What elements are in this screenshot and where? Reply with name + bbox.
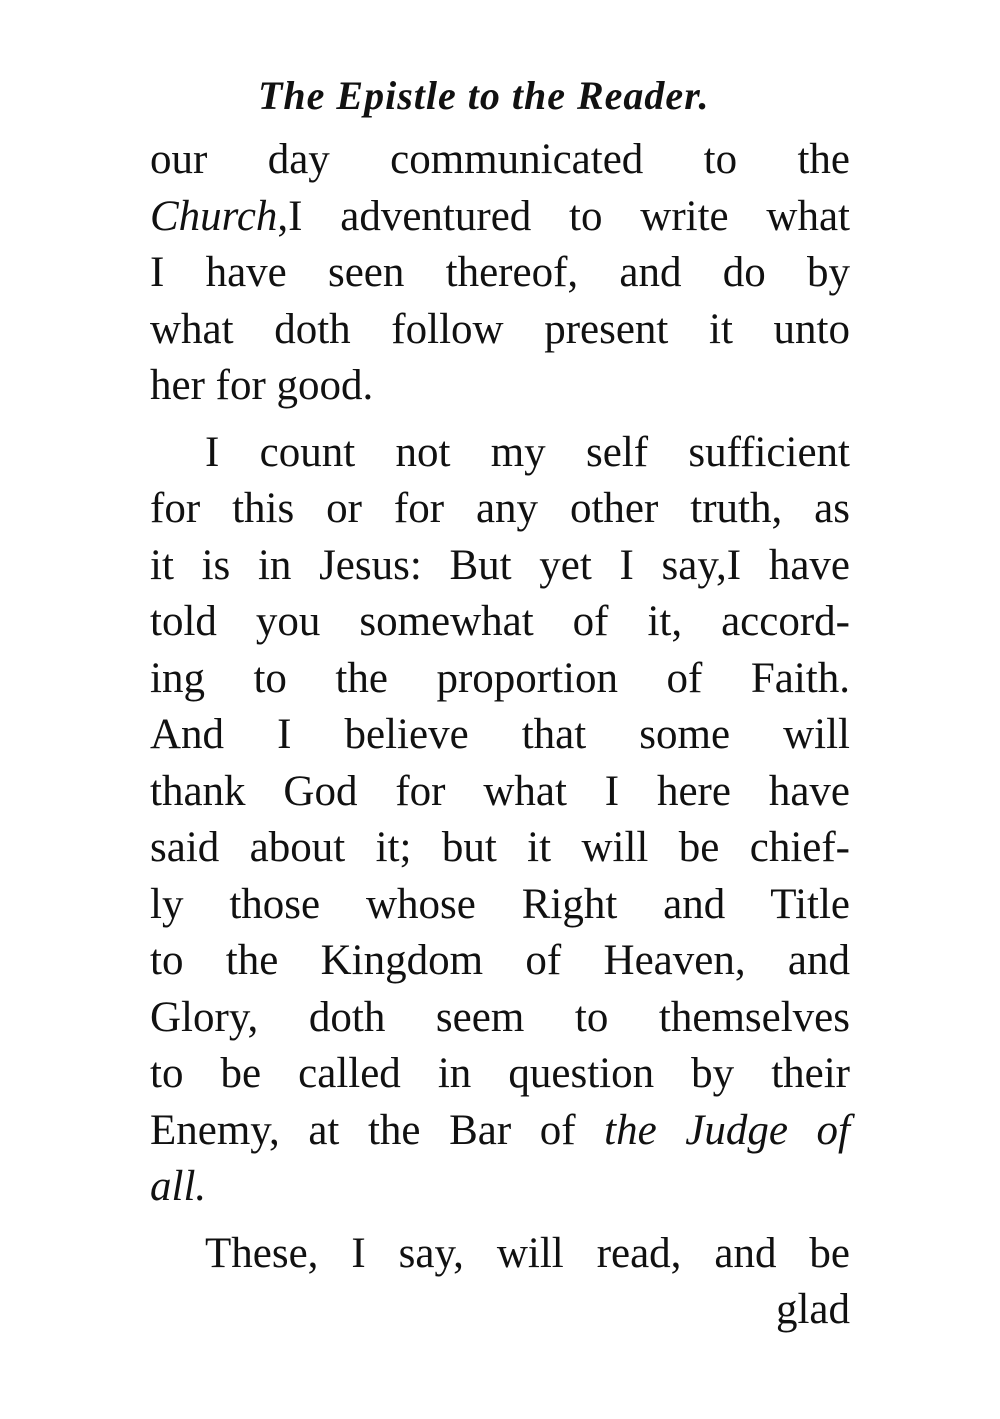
catchword: glad (775, 1286, 850, 1333)
text-line: her for good. (150, 362, 374, 409)
italic-phrase: the Judge of (604, 1106, 850, 1154)
running-head: The Epistle to the Reader. (258, 73, 710, 118)
text-segment: ,I adventured to write what (277, 192, 850, 240)
text-line: ly those whose Right and Title (150, 880, 850, 928)
text-line: I have seen thereof, and do by (150, 249, 850, 296)
text-line: to the Kingdom of Heaven, and (150, 937, 850, 984)
text-line: all. (150, 1163, 207, 1210)
text-line: for this or for any other truth, as (150, 485, 850, 532)
text-line: to be called in question by their (150, 1050, 850, 1097)
text-line (150, 1103, 850, 1160)
text-line: what doth follow present it unto (150, 305, 850, 353)
paragraph-start-line: I count not my self sufficient (205, 428, 850, 476)
text-line: thank God for what I here have (150, 767, 850, 815)
body-text (150, 132, 850, 1339)
italic-word: Church (150, 192, 278, 240)
text-line: Glory, doth seem to themselves (150, 993, 850, 1041)
paragraph-start-line: These, I say, will read, and be (205, 1229, 850, 1277)
text-line: told you somewhat of it, accord- (150, 598, 850, 645)
text-segment: Enemy, at the Bar of (150, 1106, 605, 1154)
text-line: said about it; but it will be chief- (150, 824, 850, 871)
text-line (150, 189, 850, 246)
text-line: it is in Jesus: But yet I say,I have (150, 541, 850, 589)
text-line: And I believe that some will (150, 711, 850, 758)
text-line: ing to the proportion of Faith. (150, 654, 850, 702)
text-line: our day communicated to the (150, 136, 850, 183)
